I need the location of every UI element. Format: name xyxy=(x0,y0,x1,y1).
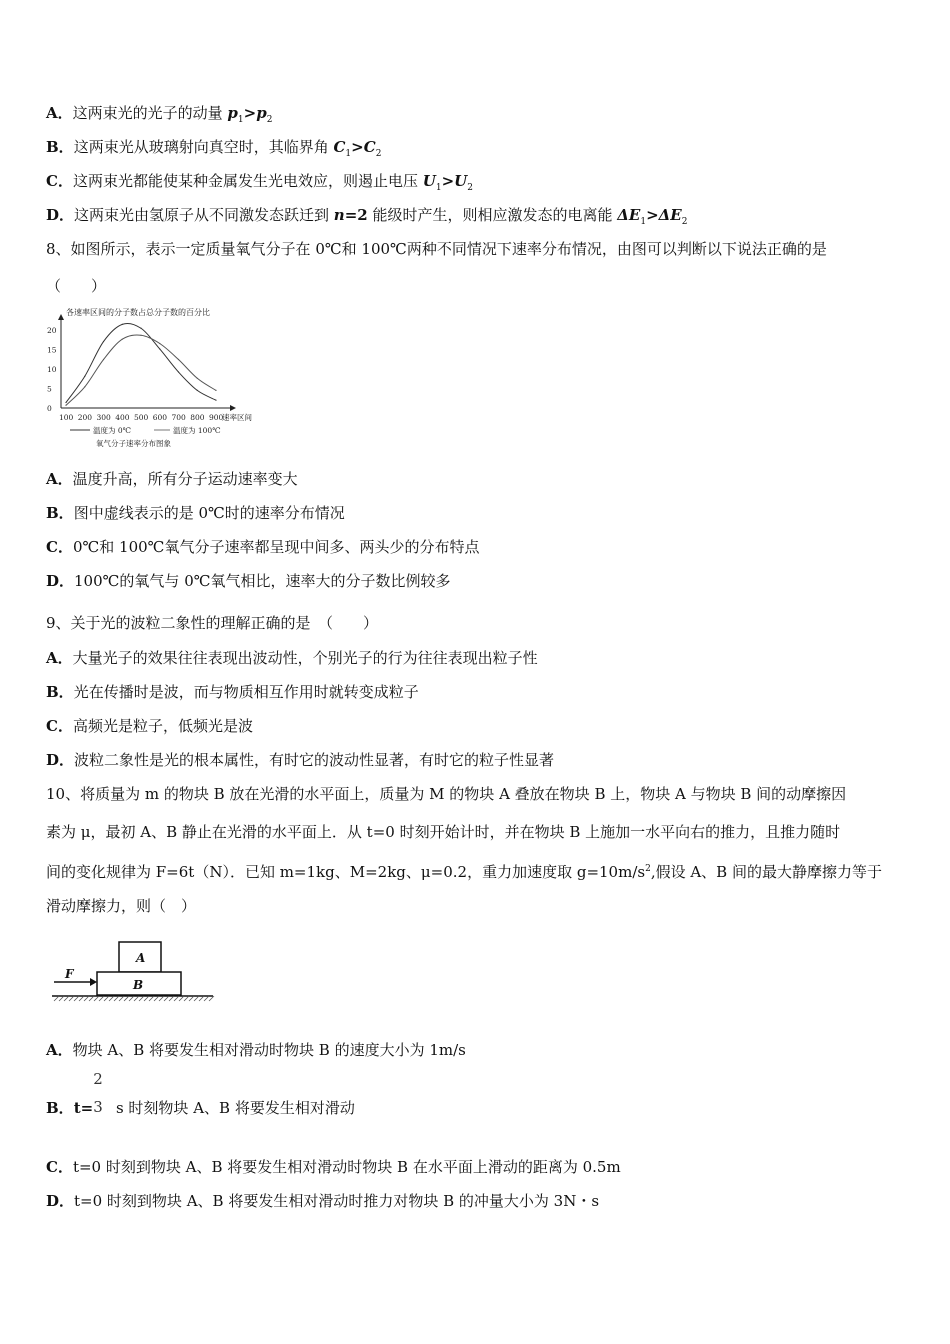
data-point-s1-700 xyxy=(178,359,179,360)
y-tick-label-0: 0 xyxy=(47,404,52,413)
force-label: F xyxy=(65,967,74,981)
data-point-s1-600 xyxy=(159,343,160,344)
q7-option-c: C．这两束光都能使某种金属发生光电效应，则遏止电压 $U_1>U_2$ xyxy=(46,172,473,193)
force-arrowhead xyxy=(90,978,97,986)
data-point-s1-400 xyxy=(122,339,123,340)
fraction-numerator: 2 xyxy=(93,1070,103,1088)
q9-option-d: D．波粒二象性是光的根本属性，有时它的波动性显著，有时它的粒子性显著 xyxy=(46,751,555,769)
legend-label-100c: 温度为 100℃ xyxy=(173,426,221,435)
block-a-label: A xyxy=(136,951,146,965)
q8-option-c: C．0℃和 100℃氧气分子速率都呈现中间多、两头少的分布特点 xyxy=(46,538,480,556)
x-tick-label-900: 900 xyxy=(209,413,224,422)
x-tick-label-400: 400 xyxy=(115,413,130,422)
q10-stem-line3: 间的变化规律为 F=6t（N）．已知 m=1kg、M=2kg、μ=0.2，重力加速度取 $g=10m/s^2$,假设 A、B 间的最大静摩擦力等于 xyxy=(46,863,882,881)
y-tick-label-5: 5 xyxy=(47,384,52,394)
data-point-s0-100 xyxy=(65,402,66,403)
legend-label-0c: 温度为 0℃ xyxy=(93,426,132,435)
fraction-denominator: 3 xyxy=(93,1098,103,1116)
chart-title: 各速率区间的分子数占总分子数的百分比 xyxy=(66,308,210,317)
q10-option-b: B．t= s 时刻物块 A、B 将要发生相对滑动 xyxy=(46,1099,355,1117)
data-point-s0-600 xyxy=(159,348,160,349)
x-tick-label-500: 500 xyxy=(134,413,149,422)
q10-stem-line1: 10、将质量为 m 的物块 B 放在光滑的水平面上，质量为 M 的物块 A 叠放在物块 B 上，物块 A 与物块 B 间的动摩擦因 xyxy=(46,785,847,803)
speed-distribution-chart xyxy=(44,300,260,452)
blocks-figure xyxy=(50,938,220,1008)
data-point-s0-700 xyxy=(178,371,179,372)
data-point-s0-900 xyxy=(215,400,216,401)
x-tick-label-600: 600 xyxy=(152,413,168,422)
x-tick-label-300: 300 xyxy=(96,413,111,422)
data-point-s0-500 xyxy=(140,328,141,329)
y-axis-arrow xyxy=(58,314,64,320)
q10-stem-line2: 素为 μ，最初 A、B 静止在光滑的水平面上．从 t=0 时刻开始计时，并在物块 B 上施加一水平向右的推力，且推力随时 xyxy=(46,823,841,841)
q7-option-b: B．这两束光从玻璃射向真空时，其临界角 $C_1>C_2$ xyxy=(46,138,382,159)
data-point-s1-800 xyxy=(197,378,198,379)
block-b-label: B xyxy=(133,978,144,992)
q9-option-a: A．大量光子的效果往往表现出波动性，个别光子的行为往往表现出粒子性 xyxy=(46,649,538,667)
x-axis-label: 速率区间 xyxy=(222,413,252,422)
q10-stem-line4: 滑动摩擦力，则（ ） xyxy=(46,897,197,915)
q8-paren: （ ） xyxy=(46,277,107,295)
data-point-s1-200 xyxy=(84,386,85,387)
data-point-s0-400 xyxy=(122,324,123,325)
q7-option-a: A．这两束光的光子的动量 $p_1>p_2$ xyxy=(46,104,273,125)
q10-option-c: C．t=0 时刻到物块 A、B 将要发生相对滑动时物块 B 在水平面上滑动的距离为 0.5m xyxy=(46,1158,621,1176)
data-point-s1-100 xyxy=(65,405,66,406)
data-point-s1-900 xyxy=(215,390,216,391)
data-point-s0-300 xyxy=(103,341,104,342)
chart-caption: 氧气分子速率分布图象 xyxy=(96,439,171,448)
q7-option-d: D．这两束光由氢原子从不同激发态跃迁到 n=2 能级时产生，则相应激发态的电离能 $\Delta E_1>\Delta E_2$ xyxy=(46,206,688,227)
x-tick-label-200: 200 xyxy=(77,413,93,422)
q9-stem: 9、关于光的波粒二象性的理解正确的是 （ ） xyxy=(46,614,379,632)
data-point-s1-300 xyxy=(103,359,104,360)
x-tick-label-700: 700 xyxy=(171,413,186,422)
data-point-s0-800 xyxy=(197,390,198,391)
q8-option-b: B．图中虚线表示的是 0℃时的速率分布情况 xyxy=(46,504,345,522)
q10-option-a: A．物块 A、B 将要发生相对滑动时物块 B 的速度大小为 1m/s xyxy=(46,1041,466,1059)
y-tick-label-20: 20 xyxy=(47,325,57,335)
q8-option-d: D．100℃的氧气与 0℃氧气相比，速率大的分子数比例较多 xyxy=(46,572,451,590)
q9-option-b: B．光在传播时是波，而与物质相互作用时就转变成粒子 xyxy=(46,683,419,701)
data-point-s0-200 xyxy=(84,376,85,377)
data-point-s1-500 xyxy=(140,335,141,336)
q9-option-c: C．高频光是粒子，低频光是波 xyxy=(46,717,253,735)
q8-option-a: A．温度升高，所有分子运动速率变大 xyxy=(46,470,298,488)
x-tick-label-100: 100 xyxy=(59,413,74,422)
y-tick-label-10: 10 xyxy=(47,364,57,374)
x-tick-label-800: 800 xyxy=(190,413,205,422)
q8-stem: 8、如图所示，表示一定质量氧气分子在 0℃和 100℃两种不同情况下速率分布情况，由图可以判断以下说法正确的是 xyxy=(46,240,827,258)
q10-option-d: D．t=0 时刻到物块 A、B 将要发生相对滑动时推力对物块 B 的冲量大小为 3N・s xyxy=(46,1192,600,1210)
y-tick-label-15: 15 xyxy=(47,345,57,355)
x-axis-arrow xyxy=(230,405,236,411)
